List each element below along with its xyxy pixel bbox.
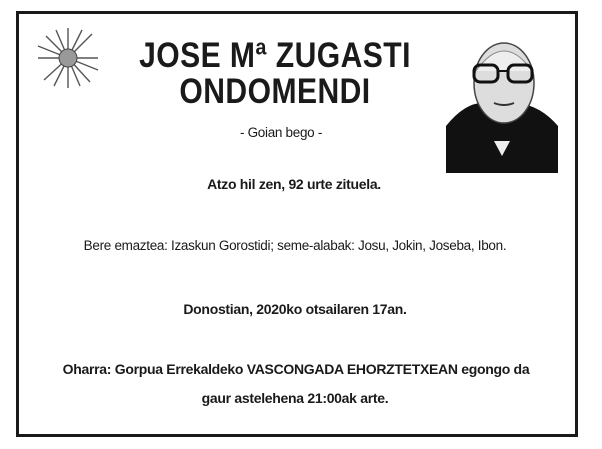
portrait-photo — [446, 31, 558, 173]
note-line2: gaur astelehena 21:00ak arte. — [201, 390, 389, 406]
note-line1: Oharra: Gorpua Errekaldeko VASCONGADA EHORZTETXEAN egongo da — [62, 361, 530, 377]
death-notice: Atzo hil zen, 92 urte zituela. — [207, 176, 381, 192]
place-date: Donostian, 2020ko otsailaren 17an. — [183, 301, 407, 317]
deceased-name-line1: JOSE Mª ZUGASTI — [139, 36, 411, 75]
subtitle: - Goian bego - — [239, 125, 323, 140]
family-members: Bere emaztea: Izaskun Gorostidi; seme-alabak: Josu, Jokin, Joseba, Ibon. — [83, 238, 507, 253]
deceased-name-line2: ONDOMENDI — [179, 72, 371, 111]
